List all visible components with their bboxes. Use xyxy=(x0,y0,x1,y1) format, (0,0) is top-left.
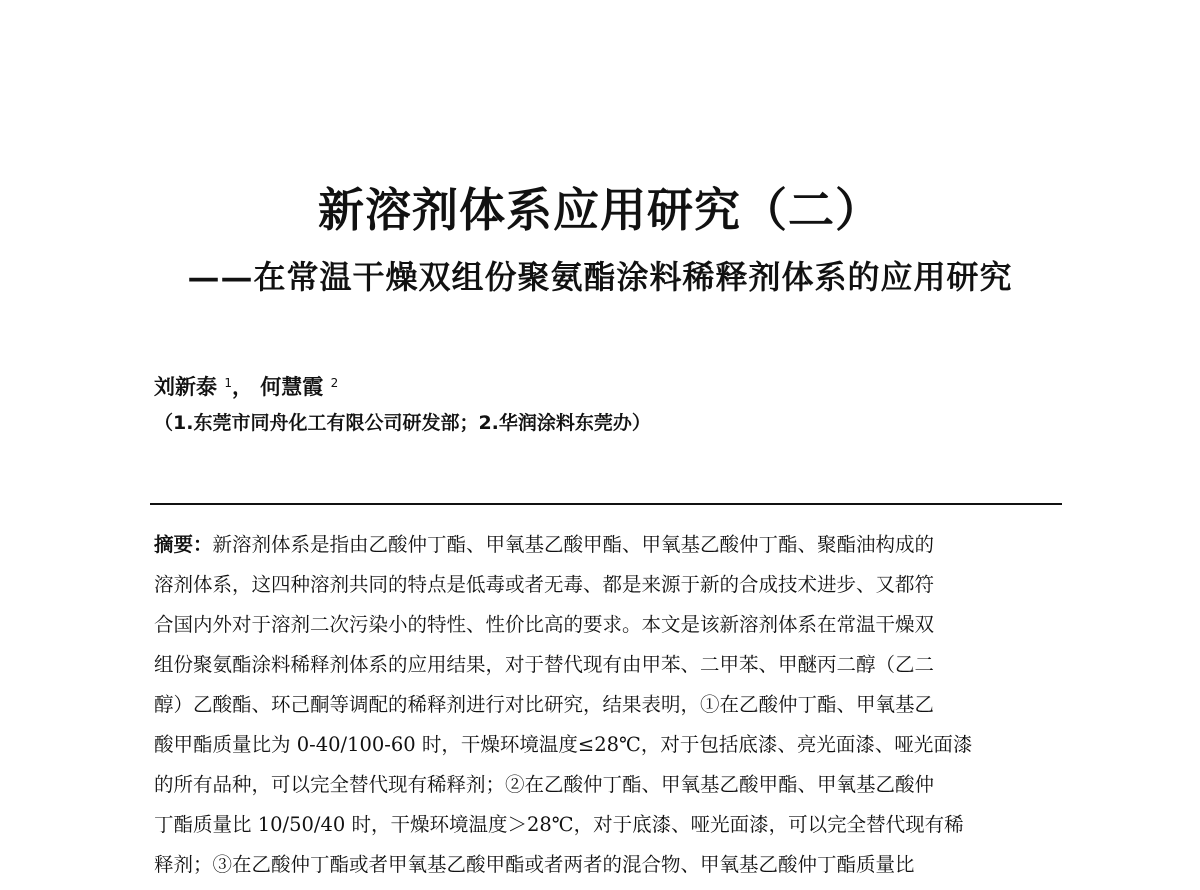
author-affiliation-mark: 2 xyxy=(330,376,339,390)
author-name: 何慧霞 xyxy=(260,375,324,399)
section-divider xyxy=(150,503,1062,505)
abstract-line: 丁酯质量比 10/50/40 时，干燥环境温度＞28℃，对于底漆、哑光面漆，可以完全替代现有稀 xyxy=(154,813,964,836)
abstract-line: 的所有品种，可以完全替代现有稀释剂；②在乙酸仲丁酯、甲氧基乙酸甲酯、甲氧基乙酸仲 xyxy=(154,773,935,796)
abstract-line: 合国内外对于溶剂二次污染小的特性、性价比高的要求。本文是该新溶剂体系在常温干燥双 xyxy=(154,613,935,636)
abstract-line: 醇）乙酸酯、环己酮等调配的稀释剂进行对比研究，结果表明，①在乙酸仲丁酯、甲氧基乙 xyxy=(154,693,935,716)
paper-subtitle: ——在常温干燥双组份聚氨酯涂料稀释剂体系的应用研究 xyxy=(187,258,1013,296)
paper-title: 新溶剂体系应用研究（二） xyxy=(318,183,882,237)
abstract-line: 组份聚氨酯涂料稀释剂体系的应用结果，对于替代现有由甲苯、二甲苯、甲醚丙二醇（乙二 xyxy=(154,653,935,676)
abstract xyxy=(154,525,1050,885)
abstract-line: 酸甲酯质量比为 0-40/100-60 时，干燥环境温度≤28℃，对于包括底漆、亮光面漆、哑光面漆 xyxy=(154,733,973,756)
author-affiliation-mark: 1 xyxy=(224,376,232,390)
abstract-text: 新溶剂体系是指由乙酸仲丁酯、甲氧基乙酸甲酯、甲氧基乙酸仲丁酯、聚酯油构成的 xyxy=(212,533,935,556)
abstract-line: 溶剂体系，这四种溶剂共同的特点是低毒或者无毒、都是来源于新的合成技术进步、又都符 xyxy=(154,573,935,596)
author-name: 刘新泰 xyxy=(154,375,217,399)
abstract-line: 释剂；③在乙酸仲丁酯或者甲氧基乙酸甲酯或者两者的混合物、甲氧基乙酸仲丁酯质量比 xyxy=(154,853,915,876)
author-affiliations: （1.东莞市同舟化工有限公司研发部；2.华润涂料东莞办） xyxy=(154,412,651,434)
abstract-line xyxy=(154,525,1050,565)
author-separator: ， xyxy=(231,375,253,399)
author-list xyxy=(154,372,338,402)
abstract-label: 摘要： xyxy=(154,533,213,556)
